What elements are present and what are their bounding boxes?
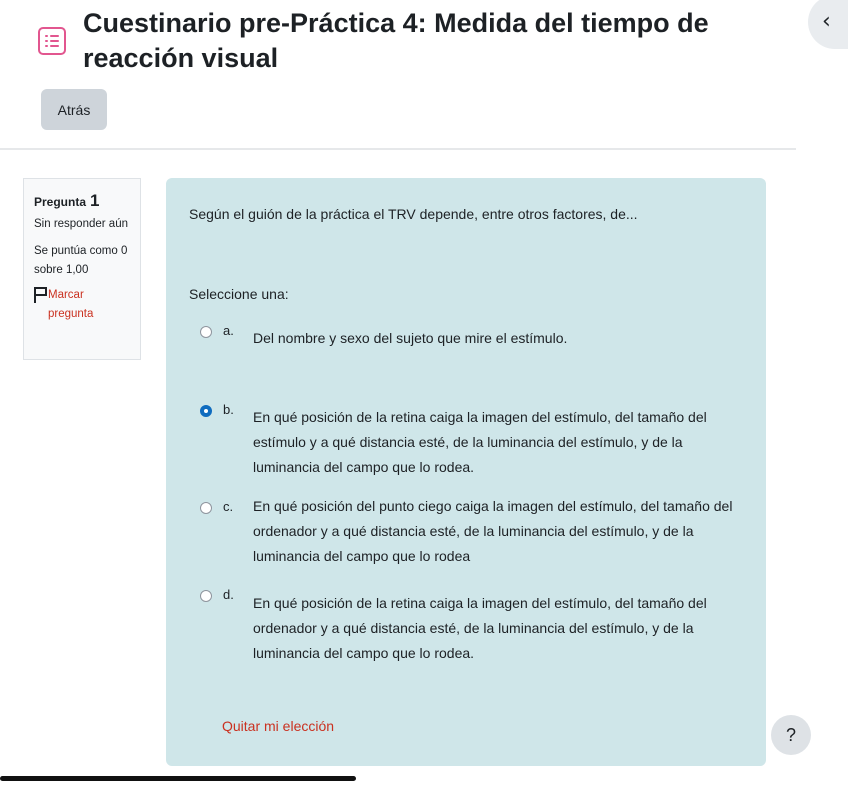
question-heading	[34, 191, 130, 213]
question-text: Según el guión de la práctica el TRV depende, entre otros factores, de...	[189, 206, 638, 222]
option-text: Del nombre y sexo del sujeto que mire el estímulo.	[253, 330, 568, 346]
help-button[interactable]	[771, 715, 811, 755]
question-info-panel	[23, 178, 141, 360]
radio-button-a[interactable]	[200, 326, 212, 338]
question-state: Sin responder aún	[34, 218, 128, 230]
drawer-toggle-button[interactable]	[808, 0, 848, 49]
option-text: En qué posición del punto ciego caiga la imagen del estímulo, del tamaño del ordenador y a qué distancia esté, de la luminancia del estímulo, y de la luminancia del campo que lo rodea	[253, 498, 733, 564]
flag-question-label: Marcar pregunta	[48, 289, 94, 320]
flag-question-link[interactable]	[34, 286, 130, 324]
back-button[interactable]: Atrás	[41, 89, 107, 130]
question-label: Pregunta	[34, 195, 87, 209]
question-panel	[166, 178, 766, 766]
divider	[0, 148, 796, 150]
radio-button-c[interactable]	[200, 502, 212, 514]
radio-button-d[interactable]	[200, 590, 212, 602]
option-letter: d.	[223, 587, 234, 602]
clear-choice-link[interactable]: Quitar mi elección	[222, 718, 335, 734]
option-text: En qué posición de la retina caiga la imagen del estímulo, del tamaño del ordenador y a qué distancia esté, de la luminancia del estímulo, y de la luminancia del campo que lo rodea.	[253, 595, 707, 661]
answer-prompt: Seleccione una:	[189, 286, 289, 302]
option-text: En qué posición de la retina caiga la imagen del estímulo, del tamaño del estímulo y a qué distancia esté, de la luminancia del estímulo, y de la luminancia del campo que lo rodea.	[253, 409, 707, 475]
chevron-left-icon: ‹	[822, 9, 831, 34]
question-grade: Se puntúa como 0 sobre 1,00	[34, 245, 128, 276]
page-title: Cuestinario pre-Práctica 4: Medida del tiempo de reacción visual	[83, 8, 709, 73]
flag-icon	[34, 287, 48, 303]
option-letter: a.	[223, 323, 234, 338]
option-letter: b.	[223, 402, 234, 417]
question-number: 1	[90, 191, 100, 210]
question-mark-icon: ?	[785, 724, 796, 745]
radio-button-b[interactable]	[200, 405, 212, 417]
home-indicator	[0, 776, 356, 781]
option-letter: c.	[223, 499, 234, 514]
quiz-icon	[38, 27, 66, 55]
